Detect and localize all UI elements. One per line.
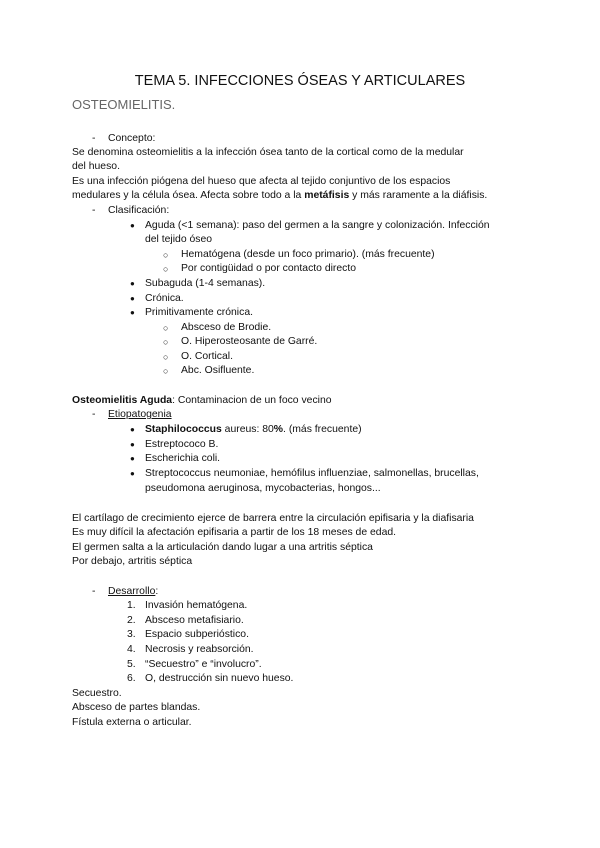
aguda-sub-2: Por contigüidad o por contacto directo: [181, 263, 357, 274]
circle-marker: ○: [163, 323, 169, 333]
list-number: 1.: [127, 600, 136, 611]
bullet-marker: ●: [130, 454, 135, 463]
bullet-marker: ●: [130, 294, 135, 303]
paragraph-line-1: El cartílago de crecimiento ejerce de barrera entre la circulación epifisaria y la diafisaria: [72, 513, 474, 524]
aguda-heading: [72, 394, 332, 408]
list-number: 4.: [127, 644, 136, 655]
bullet-marker: ●: [130, 425, 135, 434]
circle-marker: ○: [163, 250, 169, 260]
text-run: . (más frecuente): [283, 424, 362, 435]
concepto-line-2: del hueso.: [72, 161, 120, 172]
paragraph-line-4: Por debajo, artritis séptica: [72, 556, 193, 567]
concepto-label: Concepto:: [108, 133, 156, 144]
staph-item: [145, 423, 362, 437]
clasificacion-label: Clasificación:: [108, 205, 170, 216]
dash-marker: -: [92, 409, 96, 420]
primitiva-sub-3: O. Cortical.: [181, 351, 233, 362]
dash-marker: -: [92, 586, 96, 597]
dash-marker: -: [92, 205, 96, 216]
desarrollo-label: [108, 585, 158, 599]
cronica-item: Crónica.: [145, 293, 184, 304]
paragraph-line-2: Es muy difícil la afectación epifisaria a partir de los 18 meses de edad.: [72, 527, 397, 538]
bold-term-metafisis: metáfisis: [304, 190, 350, 201]
subaguda-item: Subaguda (1-4 semanas).: [145, 278, 266, 289]
etio-item-2: Estreptococo B.: [145, 439, 219, 450]
circle-marker: ○: [163, 352, 169, 362]
list-number: 5.: [127, 659, 136, 670]
primitiva-sub-4: Abc. Osifluente.: [181, 365, 255, 376]
bullet-marker: ●: [130, 279, 135, 288]
list-number: 2.: [127, 615, 136, 626]
dash-marker: -: [92, 133, 96, 144]
bullet-marker: ●: [130, 308, 135, 317]
etio-item-4-line-2: pseudomona aeruginosa, mycobacterias, hongos...: [145, 483, 381, 494]
etio-item-3: Escherichia coli.: [145, 453, 221, 464]
text-run: medulares y la célula ósea. Afecta sobre todo a la: [72, 190, 305, 201]
bold-heading: Osteomielitis Aguda: [72, 395, 173, 406]
etiopatogenia-label: Etiopatogenia: [108, 409, 172, 420]
circle-marker: ○: [163, 264, 169, 274]
concepto-line-3: Es una infección piógena del hueso que afecta al tejido conjuntivo de los espacios: [72, 176, 451, 187]
after-line-3: Fístula externa o articular.: [72, 717, 192, 728]
desarrollo-label-text: Desarrollo: [108, 586, 156, 597]
concepto-line-1: Se denomina osteomielitis a la infección ósea tanto de la cortical como de la medular: [72, 147, 464, 158]
bullet-marker: ●: [130, 440, 135, 449]
list-number: 3.: [127, 629, 136, 640]
desarrollo-step-2: Absceso metafisiario.: [145, 615, 244, 626]
desarrollo-step-5: “Secuestro” e “involucro”.: [145, 659, 262, 670]
desarrollo-step-4: Necrosis y reabsorción.: [145, 644, 254, 655]
aguda-sub-1: Hematógena (desde un foco primario). (más frecuente): [181, 249, 435, 260]
aguda-line-2: del tejido óseo: [145, 234, 213, 245]
section-title-osteomielitis: OSTEOMIELITIS.: [72, 97, 176, 112]
page-title: TEMA 5. INFECCIONES ÓSEAS Y ARTICULARES: [134, 73, 466, 89]
circle-marker: ○: [163, 337, 169, 347]
aguda-line-1: Aguda (<1 semana): paso del germen a la sangre y colonización. Infección: [145, 220, 490, 231]
desarrollo-step-6: O, destrucción sin nuevo hueso.: [145, 673, 294, 684]
circle-marker: ○: [163, 366, 169, 376]
bullet-marker: ●: [130, 221, 135, 230]
primitiva-item: Primitivamente crónica.: [145, 307, 253, 318]
after-line-1: Secuestro.: [72, 688, 122, 699]
primitiva-sub-1: Absceso de Brodie.: [181, 322, 272, 333]
paragraph-line-3: El germen salta a la articulación dando lugar a una artritis séptica: [72, 542, 373, 553]
text-run: aureus: 80: [221, 424, 274, 435]
bold-percent: %: [273, 424, 284, 435]
text-run: : Contaminacion de un foco vecino: [172, 395, 332, 406]
desarrollo-step-1: Invasión hematógena.: [145, 600, 248, 611]
desarrollo-step-3: Espacio subperióstico.: [145, 629, 249, 640]
concepto-line-4: [72, 189, 487, 203]
text-run: :: [155, 586, 159, 597]
list-number: 6.: [127, 673, 136, 684]
bullet-marker: ●: [130, 469, 135, 478]
text-run: y más raramente a la diáfisis.: [349, 190, 488, 201]
bold-term-staph: Staphilococcus: [145, 424, 222, 435]
primitiva-sub-2: O. Hiperosteosante de Garré.: [181, 336, 318, 347]
after-line-2: Absceso de partes blandas.: [72, 702, 201, 713]
etio-item-4-line-1: Streptococcus neumoniae, hemófilus influenziae, salmonellas, brucellas,: [145, 468, 479, 479]
